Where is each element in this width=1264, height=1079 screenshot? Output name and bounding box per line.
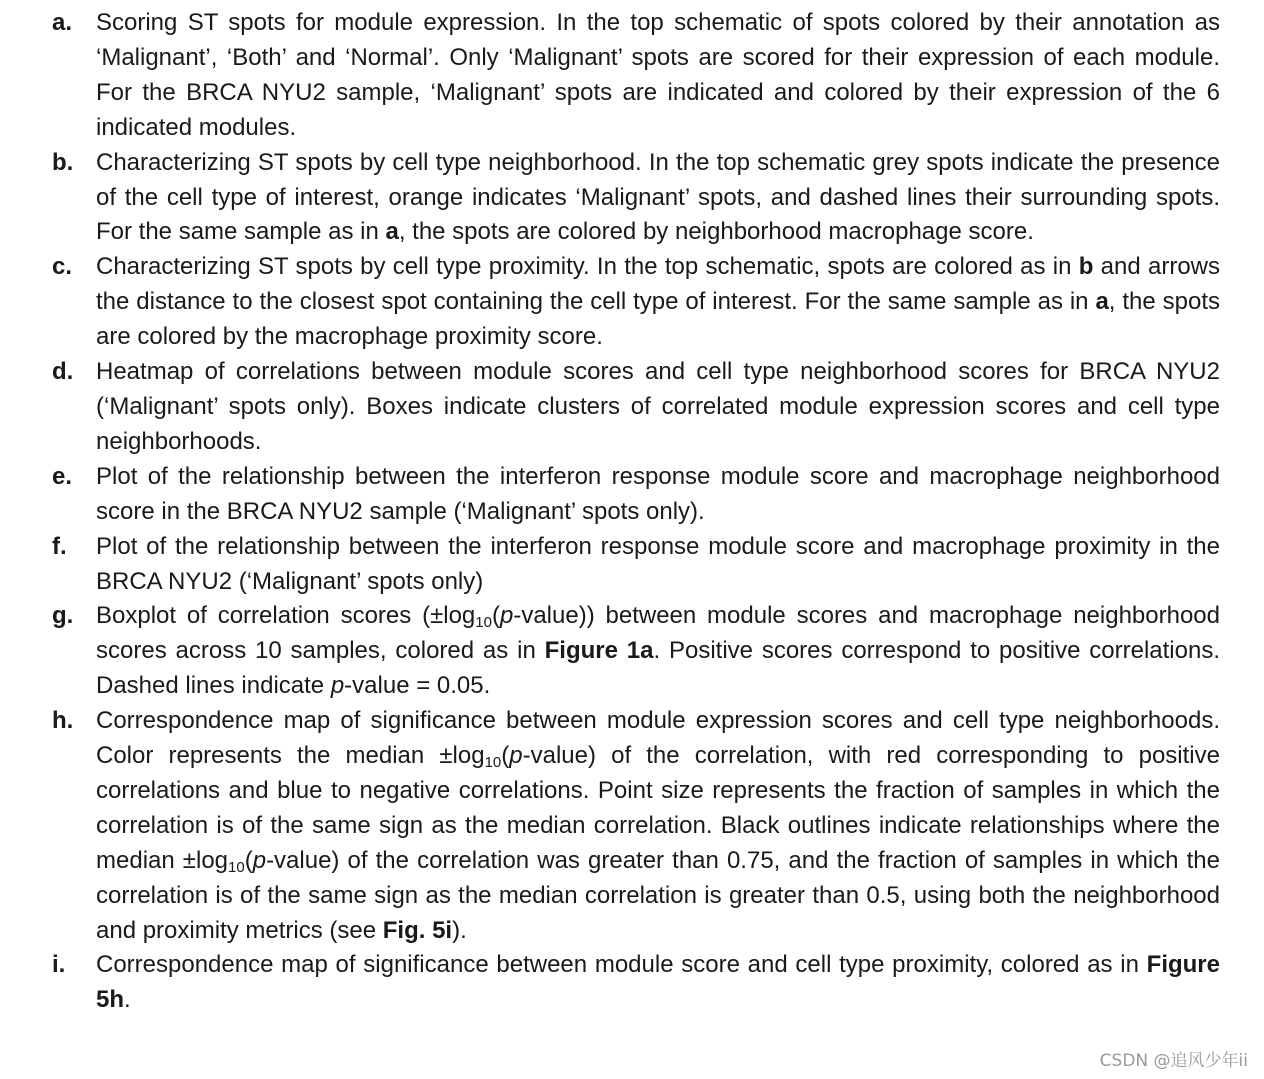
text-run: ). — [452, 916, 467, 944]
text-run: ( — [491, 602, 500, 630]
panel-description — [96, 355, 1220, 460]
text-run: Correspondence map of significance between module score and cell type proximity, colored as in — [96, 951, 1147, 979]
text-run: . — [124, 986, 131, 1014]
panel-label: h. — [52, 707, 74, 735]
panel-label: f. — [52, 532, 67, 560]
text-run: Boxplot of correlation scores (±log — [96, 602, 476, 630]
legend-item — [52, 948, 1220, 1018]
subscript: 10 — [484, 754, 502, 772]
italic-symbol: p — [509, 742, 523, 770]
text-run: , the spots are colored by neighborhood macrophage score. — [398, 218, 1034, 246]
bold-reference: Fig. 5i — [382, 916, 453, 944]
bold-reference: Figure 5h — [96, 951, 1220, 1014]
panel-description — [96, 6, 1220, 146]
legend-item — [52, 530, 1220, 600]
panel-label: d. — [52, 358, 74, 386]
text-run: ( — [501, 742, 510, 770]
panel-description — [96, 146, 1220, 251]
text-run: . Positive scores correspond to positive correlations. Dashed lines indicate — [96, 637, 1220, 700]
text-run: Heatmap of correlations between module scores and cell type neighborhood scores for BRCA NYU2 (‘Malignant’ spots only). Boxes indicate clusters of correlated module expression scores and cell type neighborhoods. — [96, 358, 1220, 455]
text-run: Plot of the relationship between the interferon response module score and macrophage proximity in the BRCA NYU2 (‘Malignant’ spots only) — [96, 532, 1220, 595]
italic-symbol: p — [330, 672, 345, 700]
italic-symbol: p — [252, 846, 267, 874]
legend-item — [52, 6, 1220, 146]
panel-description — [96, 948, 1220, 1018]
panel-label: g. — [52, 602, 74, 630]
text-run: -value) of the correlation was greater than 0.75, and the fraction of samples in which the correlation is of the same sign as the median correlation is greater than 0.5, using both the neighborhood and proximity metrics (see — [96, 846, 1220, 944]
subscript: 10 — [228, 858, 245, 876]
bold-reference: a — [1095, 288, 1109, 316]
text-run: , the spots are colored by the macrophage proximity score. — [96, 288, 1220, 351]
text-run: -value) of the correlation, with red corresponding to positive correlations and blue to negative correlations. Point size represents the fraction of samples in which the correlation is of the same sign as the median correlation. Black outlines indicate relationships where the median ±log — [96, 742, 1220, 874]
legend-item — [52, 599, 1220, 704]
text-run: -value)) between module scores and macrophage neighborhood scores across 10 samples, colored as in — [96, 602, 1220, 665]
text-run: Plot of the relationship between the interferon response module score and macrophage neighborhood score in the BRCA NYU2 sample (‘Malignant’ spots only). — [96, 462, 1220, 525]
text-run: Scoring ST spots for module expression. In the top schematic of spots colored by their annotation as ‘Malignant’, ‘Both’ and ‘Normal’. Only ‘Malignant’ spots are scored for their expression of each module. For the BRCA NYU2 sample, ‘Malignant’ spots are indicated and colored by their expression of the 6 indicated modules. — [96, 9, 1220, 141]
panel-label: c. — [52, 253, 73, 281]
text-run: Characterizing ST spots by cell type proximity. In the top schematic, spots are colored as in — [96, 253, 1079, 281]
panel-description — [96, 599, 1220, 704]
panel-label: e. — [52, 462, 73, 490]
panel-label: i. — [52, 951, 66, 979]
panel-label: b. — [52, 148, 74, 176]
legend-item — [52, 250, 1220, 355]
legend-item — [52, 355, 1220, 460]
watermark: CSDN @追风少年ii — [1099, 1051, 1248, 1071]
text-run: Correspondence map of significance between module expression scores and cell type neighborhoods. Color represents the median ±log — [96, 707, 1220, 770]
italic-symbol: p — [499, 602, 514, 630]
text-run: -value = 0.05. — [344, 672, 491, 700]
subscript: 10 — [475, 614, 492, 632]
figure-legend-list — [52, 6, 1220, 1018]
bold-reference: a — [385, 218, 399, 246]
legend-item — [52, 704, 1220, 948]
panel-description — [96, 704, 1220, 948]
panel-description — [96, 530, 1220, 600]
bold-reference: b — [1078, 253, 1094, 281]
legend-item — [52, 146, 1220, 251]
panel-label: a. — [52, 9, 73, 36]
bold-reference: Figure 1a — [544, 637, 654, 665]
text-run: and arrows the distance to the closest spot containing the cell type of interest. For the same sample as in — [96, 253, 1220, 316]
panel-description — [96, 250, 1220, 355]
text-run: ( — [244, 846, 253, 874]
legend-item — [52, 460, 1220, 530]
text-run: Characterizing ST spots by cell type neighborhood. In the top schematic grey spots indicate the presence of the cell type of interest, orange indicates ‘Malignant’ spots, and dashed lines their surrounding spots. For the same sample as in — [96, 148, 1220, 246]
panel-description — [96, 460, 1220, 530]
